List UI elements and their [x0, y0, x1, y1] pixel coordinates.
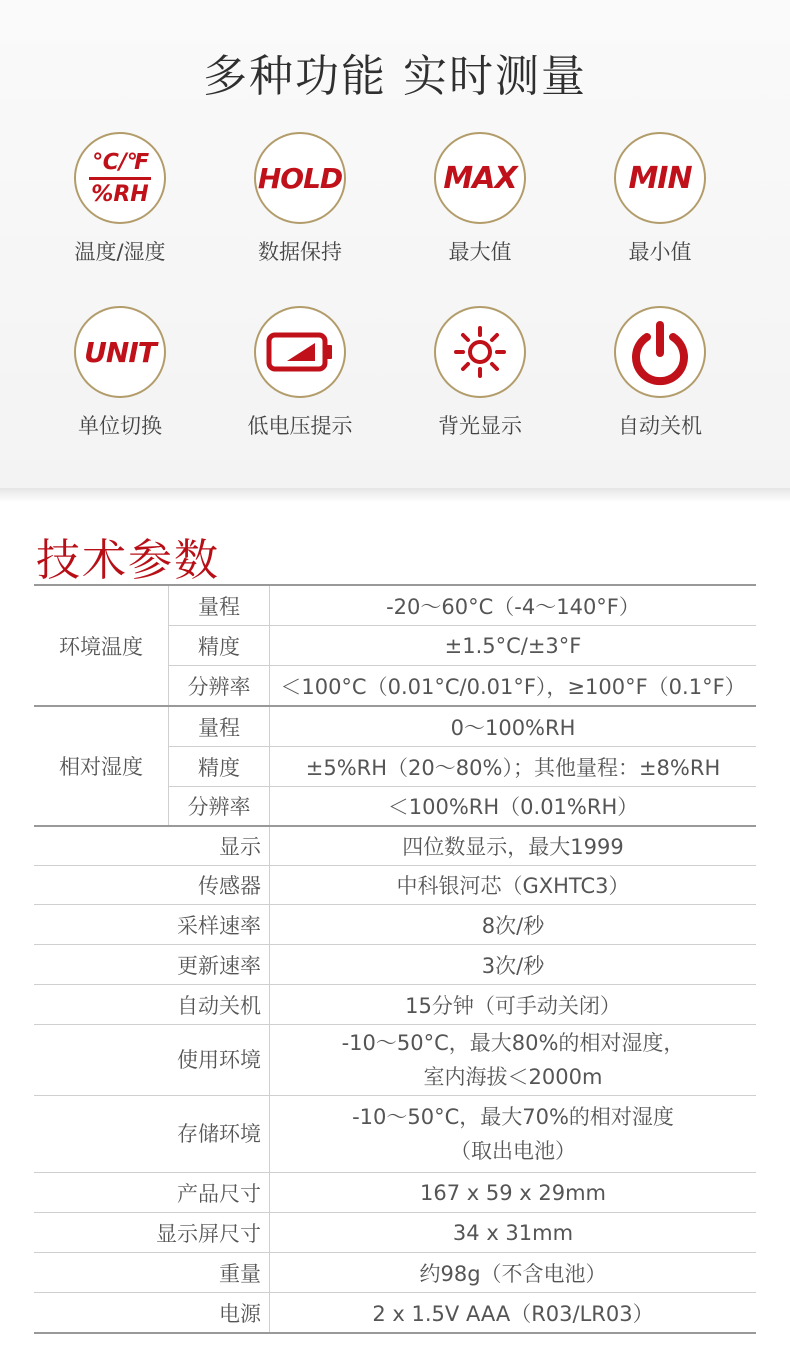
table-row — [34, 1213, 756, 1253]
spec-key: 显示 — [34, 826, 270, 866]
spec-value-line: （取出电池） — [450, 1139, 576, 1163]
spec-value: 34 x 31mm — [270, 1213, 757, 1253]
spec-key: 更新速率 — [34, 945, 270, 985]
feature-label: 数据保持 — [258, 240, 342, 264]
feature-label: 背光显示 — [438, 414, 522, 438]
spec-value: 中科银河芯（GXHTC3） — [270, 866, 757, 905]
feature-label: 最小值 — [628, 240, 692, 264]
power-icon — [614, 306, 706, 398]
spec-key: 量程 — [169, 585, 270, 626]
feature-temp-humidity — [30, 132, 210, 266]
table-row — [34, 706, 756, 747]
feature-min — [570, 132, 750, 266]
features-grid — [0, 0, 790, 488]
spec-table — [34, 584, 756, 1334]
spec-value-line: -10～50°C，最大80%的相对湿度， — [341, 1031, 685, 1055]
rh-text: %RH — [91, 181, 149, 207]
temp-units-text: ℃/℉ — [92, 149, 148, 175]
spec-key: 使用环境 — [34, 1025, 270, 1096]
min-icon — [614, 132, 706, 224]
spec-value: 约98g（不含电池） — [270, 1253, 757, 1293]
spec-key: 传感器 — [34, 866, 270, 905]
table-row — [34, 985, 756, 1025]
spec-value-line: 室内海拔＜2000m — [423, 1065, 603, 1089]
spec-value: 四位数显示，最大1999 — [270, 826, 757, 866]
table-row — [34, 585, 756, 626]
feature-label: 最大值 — [448, 240, 512, 264]
spec-value: -20～60°C（-4～140°F） — [270, 585, 757, 626]
features-title: 多种功能 实时测量 — [203, 51, 587, 102]
spec-value: 0～100%RH — [270, 706, 757, 747]
backlight-sun-icon — [434, 306, 526, 398]
table-row — [34, 905, 756, 945]
table-row — [34, 866, 756, 905]
spec-value: 2 x 1.5V AAA（R03/LR03） — [270, 1293, 757, 1334]
spec-value: 15分钟（可手动关闭） — [270, 985, 757, 1025]
spec-key: 分辨率 — [169, 666, 270, 707]
panel-shadow — [0, 488, 790, 502]
hold-text: HOLD — [257, 161, 343, 195]
spec-key: 显示屏尺寸 — [34, 1213, 270, 1253]
feature-backlight — [390, 306, 570, 440]
spec-key: 采样速率 — [34, 905, 270, 945]
table-row — [34, 1096, 756, 1173]
spec-group-ambient-temp: 环境温度 — [34, 585, 169, 706]
spec-value: 8次/秒 — [270, 905, 757, 945]
spec-value — [270, 1025, 757, 1096]
feature-auto-off — [570, 306, 750, 440]
max-icon — [434, 132, 526, 224]
spec-key: 重量 — [34, 1253, 270, 1293]
spec-value: ±1.5°C/±3°F — [270, 626, 757, 666]
spec-value: ＜100%RH（0.01%RH） — [270, 787, 757, 827]
unit-icon — [74, 306, 166, 398]
table-row — [34, 1253, 756, 1293]
spec-key: 量程 — [169, 706, 270, 747]
spec-value: ±5%RH（20～80%）；其他量程：±8%RH — [270, 747, 757, 787]
spec-key: 精度 — [169, 747, 270, 787]
feature-label: 自动关机 — [618, 414, 702, 438]
feature-hold — [210, 132, 390, 266]
spec-key: 存储环境 — [34, 1096, 270, 1173]
hold-icon — [254, 132, 346, 224]
spec-title: 技术参数 — [36, 535, 220, 586]
feature-max — [390, 132, 570, 266]
feature-low-battery — [210, 306, 390, 440]
table-row — [34, 826, 756, 866]
table-row — [34, 945, 756, 985]
spec-key: 电源 — [34, 1293, 270, 1334]
spec-key: 精度 — [169, 626, 270, 666]
table-row — [34, 1025, 756, 1096]
battery-icon — [254, 306, 346, 398]
spec-key: 产品尺寸 — [34, 1173, 270, 1213]
feature-label: 温度/湿度 — [74, 240, 166, 264]
feature-label: 低电压提示 — [247, 414, 353, 438]
unit-text: UNIT — [84, 335, 156, 369]
table-row — [34, 1173, 756, 1213]
spec-value — [270, 1096, 757, 1173]
spec-value: ＜100°C（0.01°C/0.01°F），≥100°F（0.1°F） — [270, 666, 757, 707]
spec-value: 3次/秒 — [270, 945, 757, 985]
table-row — [34, 1293, 756, 1334]
spec-value: 167 x 59 x 29mm — [270, 1173, 757, 1213]
min-text: MIN — [628, 160, 692, 196]
spec-key: 自动关机 — [34, 985, 270, 1025]
spec-value-line: -10～50°C，最大70%的相对湿度 — [352, 1105, 674, 1129]
max-text: MAX — [443, 160, 517, 196]
temp-humidity-icon — [74, 132, 166, 224]
feature-label: 单位切换 — [78, 414, 162, 438]
spec-key: 分辨率 — [169, 787, 270, 827]
spec-group-relative-humidity: 相对湿度 — [34, 706, 169, 826]
feature-unit — [30, 306, 210, 440]
